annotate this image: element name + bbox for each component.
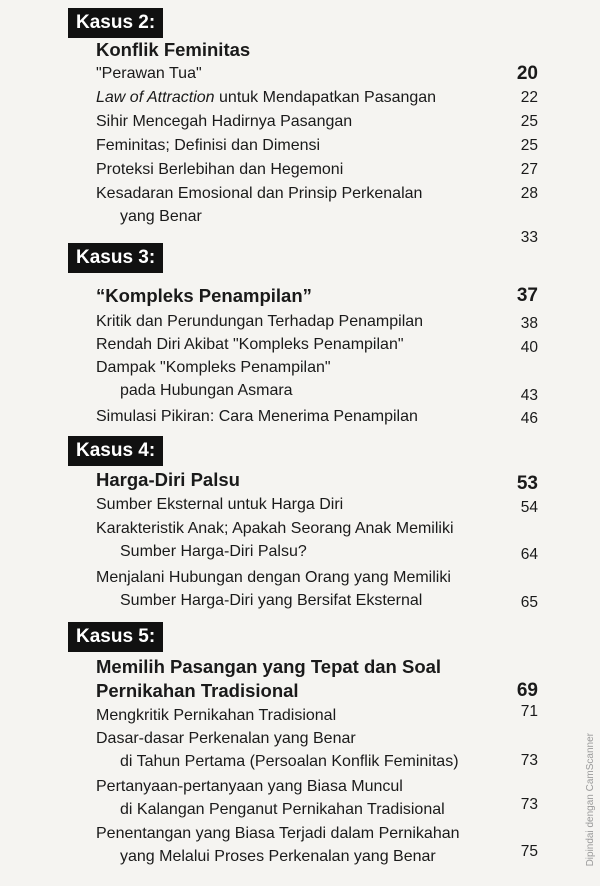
section-badge-kasus-3: Kasus 3: xyxy=(68,243,163,273)
toc-entry: Karakteristik Anak; Apakah Seorang Anak Memiliki Sumber Harga-Diri Palsu? 64 xyxy=(96,517,538,563)
toc-entry: Feminitas; Definisi dan Dimensi 25 xyxy=(96,134,538,157)
page-number: 65 xyxy=(520,594,538,611)
toc-entry: Pertanyaan-pertanyaan yang Biasa Muncul di Kalangan Penganut Pernikahan Tradisional 73 xyxy=(96,778,538,818)
page-number: 28 xyxy=(520,185,538,202)
toc-entry: Menjalani Hubungan dengan Orang yang Memiliki Sumber Harga-Diri yang Bersifat Eksternal 65 xyxy=(96,566,538,612)
section-badge-kasus-2: Kasus 2: xyxy=(68,8,163,38)
chapter-title: Memilih Pasangan yang Tepat dan Soal Pernikahan Tradisional 69 xyxy=(96,656,538,701)
page-number: 69 xyxy=(516,680,538,701)
page-number: 25 xyxy=(520,113,538,130)
toc-entry: Sumber Eksternal untuk Harga Diri 54 xyxy=(96,493,538,516)
toc-entry: Dampak "Kompleks Penampilan" pada Hubungan Asmara 43 xyxy=(96,356,538,402)
toc-entry: "Perawan Tua" 20 xyxy=(96,63,538,84)
toc-entry: Penentangan yang Biasa Terjadi dalam Pernikahan yang Melalui Proses Perkenalan yang Benar 75 xyxy=(96,825,538,865)
page-number: 38 xyxy=(520,315,538,332)
page-number: 43 xyxy=(520,387,538,404)
page-number: 54 xyxy=(520,499,538,516)
toc-entry: Simulasi Pikiran: Cara Menerima Penampilan 46 xyxy=(96,405,538,428)
toc-entry: Dasar-dasar Perkenalan yang Benar di Tahun Pertama (Persoalan Konflik Feminitas) 73 xyxy=(96,730,538,770)
page-number: 73 xyxy=(520,796,538,813)
page-number: 46 xyxy=(520,410,538,427)
page-number: 33 xyxy=(520,229,538,246)
page-number: 73 xyxy=(520,752,538,769)
page-number: 64 xyxy=(520,546,538,563)
toc-entry: Kesadaran Emosional dan Prinsip Perkenalan yang Benar 28 33 xyxy=(96,182,538,228)
toc-entry: Mengkritik Pernikahan Tradisional 71 xyxy=(96,704,538,727)
section-badge-kasus-5: Kasus 5: xyxy=(68,622,163,652)
chapter-title: Konflik Feminitas xyxy=(96,39,251,60)
page-number: 37 xyxy=(516,285,538,306)
toc-entry: Rendah Diri Akibat "Kompleks Penampilan" 40 xyxy=(96,333,538,356)
toc-entry: Proteksi Berlebihan dan Hegemoni 27 xyxy=(96,158,538,181)
page-number: 75 xyxy=(520,843,538,860)
page-number: 25 xyxy=(520,137,538,154)
chapter-title: “Kompleks Penampilan” 37 xyxy=(96,285,538,306)
page-number: 53 xyxy=(516,473,538,494)
toc-entry: Law of Attraction untuk Mendapatkan Pasangan 22 xyxy=(96,86,538,109)
chapter-title: Harga-Diri Palsu 53 xyxy=(96,469,538,494)
page-number: 27 xyxy=(520,161,538,178)
scanner-watermark: Dipindai dengan CamScanner xyxy=(585,732,596,866)
page-number: 71 xyxy=(520,703,538,720)
toc-entry: Kritik dan Perundungan Terhadap Penampilan 38 xyxy=(96,310,538,333)
page-number: 40 xyxy=(520,339,538,356)
page-number: 22 xyxy=(520,89,538,106)
section-badge-kasus-4: Kasus 4: xyxy=(68,436,163,466)
page-number: 20 xyxy=(516,63,538,84)
toc-entry: Sihir Mencegah Hadirnya Pasangan 25 xyxy=(96,110,538,133)
